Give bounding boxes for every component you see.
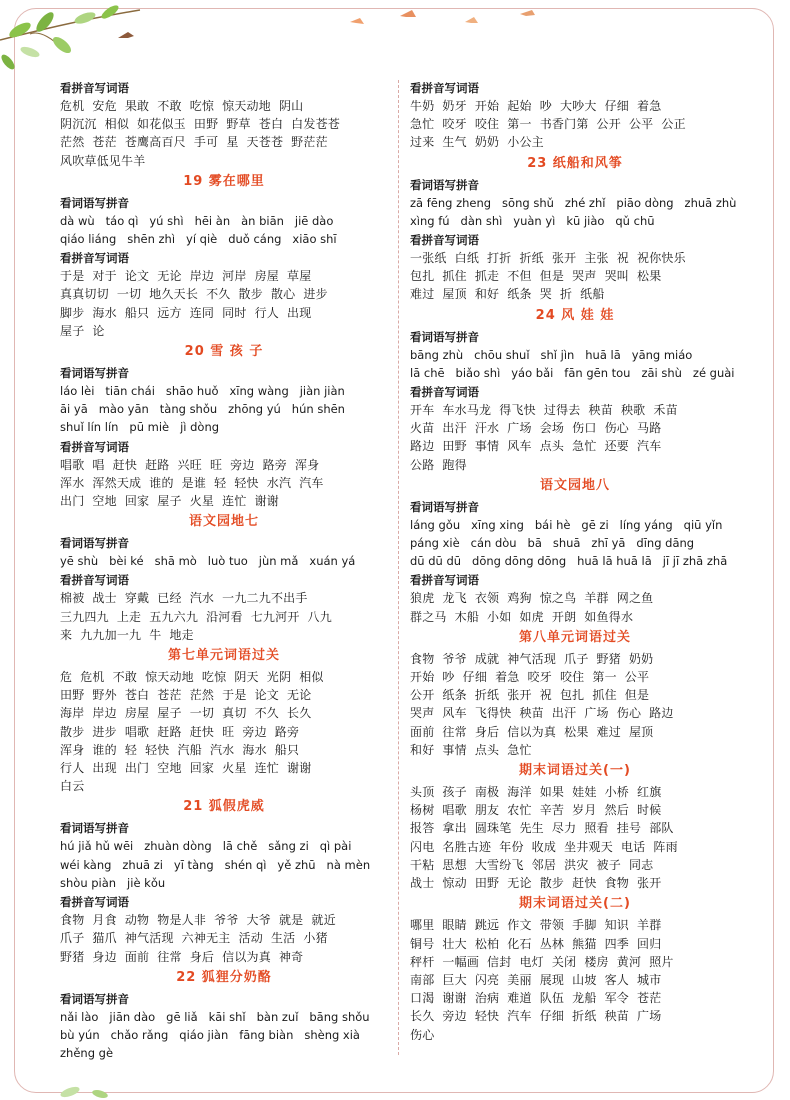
word-line: 干粘 思想 大雪纷飞 邻居 洪灾 被子 同志	[410, 857, 654, 872]
pinyin-line: zā fēng zheng sōng shǔ zhé zhǐ piāo dòng zhuā zhù	[410, 195, 737, 210]
pinyin-line: nǎi lào jiān dào gē liǎ kāi shǐ bàn zuǐ bāng shǒu	[60, 1009, 370, 1024]
pinyin-line: hú jiǎ hǔ wēi zhuàn dòng lā chě sǎng zi qì pài	[60, 839, 352, 854]
section-subheading: 看词语写拼音	[60, 991, 129, 1006]
final-review-2-title: 期末词语过关(二)	[519, 896, 631, 912]
word-line: 野猪 身边 面前 往常 身后 信以为真 神奇	[60, 949, 304, 964]
left-column	[60, 78, 388, 1062]
unit-8-review-title: 第八单元词语过关	[518, 629, 631, 645]
section-subheading: 看拼音写词语	[410, 233, 479, 248]
pinyin-line: bù yún chǎo rǎng qiáo jiàn fāng biàn shèng xià	[60, 1027, 360, 1042]
lesson-19-title: 19 雾在哪里	[183, 173, 265, 189]
word-line: 真真切切 一切 地久天长 不久 散步 散心 进步	[60, 287, 328, 302]
word-line: 浑身 谁的 轻 轻快 汽船 汽水 海水 船只	[60, 742, 300, 757]
word-line: 浑水 浑然天成 谁的 是谁 轻 轻快 水汽 汽车	[60, 475, 324, 490]
word-line: 包扎 抓住 抓走 不但 但是 哭声 哭叫 松果	[410, 269, 662, 284]
pinyin-line: xìng fú dàn shì yuàn yì kū jiào qǔ chū	[410, 213, 655, 228]
pinyin-line: qiáo liáng shēn zhì yí qiè duǒ cáng xiāo shī	[60, 232, 337, 247]
word-line: 一张纸 白纸 打折 折纸 张开 主张 祝 祝你快乐	[410, 251, 686, 266]
section-subheading: 看词语写拼音	[60, 821, 129, 836]
section-subheading: 看词语写拼音	[410, 329, 479, 344]
word-line: 风吹草低见牛羊	[60, 153, 146, 168]
word-line: 南部 巨大 闪亮 美丽 展现 山坡 客人 城市	[410, 972, 662, 987]
word-line: 口渴 谢谢 治病 难道 队伍 龙船 军令 苍茫	[410, 991, 662, 1006]
word-line: 和好 事情 点头 急忙	[410, 742, 532, 757]
pinyin-line: zhěng gè	[60, 1046, 114, 1061]
word-line: 过来 生气 奶奶 小公主	[410, 135, 544, 150]
word-line: 于是 对于 论文 无论 岸边 河岸 房屋 草屋	[60, 269, 312, 284]
section-subheading: 看拼音写词语	[60, 251, 129, 266]
lesson-21-title: 21 狐假虎威	[183, 799, 265, 815]
pinyin-line: shòu piàn jiè kǒu	[60, 875, 166, 890]
word-line: 出门 空地 回家 屋子 火星 连忙 谢谢	[60, 494, 279, 509]
word-line: 食物 月食 动物 物是人非 爷爷 大爷 就是 就近	[60, 913, 336, 928]
word-line: 棉被 战士 穿戴 已经 汽水 一九二九不出手	[60, 591, 308, 606]
section-subheading: 看拼音写词语	[60, 81, 129, 95]
section-subheading: 看词语写拼音	[60, 536, 129, 551]
word-line: 阴沉沉 相似 如花似玉 田野 野草 苍白 白发苍苍	[60, 117, 340, 132]
word-line: 散步 进步 唱歌 赶路 赶快 旺 旁边 路旁	[60, 724, 300, 739]
lesson-20-title: 20 雪 孩 子	[184, 344, 264, 360]
pinyin-line: láo lèi tiān chái shāo huǒ xīng wàng jiàn jiàn	[60, 384, 345, 399]
pinyin-line: páng xiè cán dòu bā shuā zhī yā dīng dāng	[410, 536, 695, 551]
section-subheading: 看拼音写词语	[60, 439, 129, 454]
word-line: 战士 惊动 田野 无论 散步 赶快 食物 张开	[410, 876, 662, 891]
section-subheading: 看词语写拼音	[410, 177, 479, 192]
word-line: 伤心	[410, 1027, 435, 1042]
word-line: 狼虎 龙飞 衣领 鸡狗 惊之鸟 羊群 网之鱼	[410, 591, 654, 606]
word-line: 面前 往常 身后 信以为真 松果 难过 屋顶	[410, 724, 654, 739]
section-subheading: 看词语写拼音	[60, 366, 129, 381]
word-line: 头顶 孩子 南极 海洋 如果 娃娃 小桥 红旗	[410, 785, 662, 800]
word-line: 秤杆 一幅画 信封 电灯 关闭 楼房 黄河 照片	[410, 954, 674, 969]
word-line: 脚步 海水 船只 远方 连同 同时 行人 出现	[60, 305, 312, 320]
word-line: 哪里 眼睛 跳远 作文 带领 手脚 知识 羊群	[410, 918, 662, 933]
word-line: 公开 纸条 折纸 张开 祝 包扎 抓住 但是	[410, 688, 650, 703]
word-line: 来 九九加一九 牛 地走	[60, 627, 194, 642]
section-subheading: 看拼音写词语	[60, 895, 129, 910]
word-line: 危机 安危 果敢 不敢 吃惊 惊天动地 阴山	[60, 99, 304, 113]
lesson-23-title: 23 纸船和风筝	[527, 155, 623, 171]
word-line: 长久 旁边 轻快 汽车 仔细 折纸 秧苗 广场	[410, 1009, 662, 1024]
word-line: 急忙 咬牙 咬住 第一 书香门第 公开 公平 公正	[410, 117, 686, 132]
pinyin-line: dū dū dū dōng dōng dōng huā lā huā lā jī jī zhā zhā	[410, 554, 728, 569]
lesson-24-title: 24 风 娃 娃	[535, 307, 615, 323]
word-line: 茫然 苍茫 苍鹰高百尺 手可 星 天苍苍 野茫茫	[60, 135, 328, 150]
pinyin-line: dà wù táo qì yú shì hēi àn àn biān jiē dào	[60, 213, 334, 228]
section-subheading: 看拼音写词语	[410, 385, 479, 400]
section-subheading: 看词语写拼音	[410, 499, 479, 514]
word-line: 公路 跑得	[410, 457, 467, 472]
word-line: 群之马 木船 小如 如虎 开朗 如鱼得水	[410, 609, 634, 624]
pinyin-line: wéi kàng zhuā zi yī tàng shén qì yě zhū nà mèn	[60, 857, 371, 872]
word-line: 闪电 名胜古迹 年份 收成 坐井观天 电话 阵雨	[410, 839, 678, 854]
word-line: 三九四九 上走 五九六九 沿河看 七九河开 八九	[60, 609, 332, 624]
word-line: 开车 车水马龙 得飞快 过得去 秧苗 秧歌 禾苗	[410, 403, 678, 418]
column-divider	[398, 80, 399, 1055]
pinyin-line: bāng zhù chōu shuǐ shǐ jìn huā lā yāng miáo	[410, 347, 693, 362]
word-line: 爪子 猫爪 神气活现 六神无主 活动 生活 小猪	[60, 931, 328, 946]
pinyin-line: shuǐ lín lín pū miè jì dòng	[60, 420, 220, 435]
section-subheading: 看拼音写词语	[410, 573, 479, 588]
garden-8-title: 语文园地八	[539, 477, 610, 493]
word-line: 行人 出现 出门 空地 回家 火星 连忙 谢谢	[60, 761, 312, 776]
garden-7-title: 语文园地七	[188, 514, 259, 530]
word-line: 报答 拿出 圆珠笔 先生 尽力 照看 挂号 部队	[410, 821, 674, 836]
word-line: 难过 屋顶 和好 纸条 哭 折 纸船	[410, 287, 605, 302]
word-line: 危 危机 不敢 惊天动地 吃惊 阴天 光阴 相似	[60, 670, 324, 685]
unit-7-review-title: 第七单元词语过关	[167, 648, 280, 664]
word-line: 牛奶 奶牙 开始 起始 吵 大吵大 仔细 着急	[410, 99, 662, 113]
word-line: 路边 田野 事情 风车 点头 急忙 还要 汽车	[410, 439, 662, 454]
word-line: 哭声 风车 飞得快 秧苗 出汗 广场 伤心 路边	[410, 706, 674, 721]
section-subheading: 看拼音写词语	[60, 573, 129, 588]
right-column	[410, 78, 740, 1044]
word-line: 铜号 壮大 松柏 化石 丛林 熊猫 四季 回归	[410, 936, 662, 951]
word-line: 杨树 唱歌 朋友 农忙 辛苦 岁月 然后 时候	[410, 803, 662, 818]
word-line: 屋子 论	[60, 323, 105, 338]
word-line: 开始 吵 仔细 着急 咬牙 咬住 第一 公平	[410, 670, 650, 685]
word-line: 唱歌 唱 赶快 赶路 兴旺 旺 旁边 路旁 浑身	[60, 457, 320, 472]
word-line: 白云	[60, 779, 85, 794]
final-review-1-title: 期末词语过关(一)	[519, 763, 631, 779]
lesson-22-title: 22 狐狸分奶酪	[176, 969, 272, 985]
word-line: 食物 爷爷 成就 神气活现 爪子 野猪 奶奶	[410, 651, 654, 666]
word-line: 田野 野外 苍白 苍茫 茫然 于是 论文 无论	[60, 688, 312, 703]
pinyin-line: āi yā mào yān tàng shǒu zhōng yú hún shēn	[60, 402, 345, 417]
section-subheading: 看拼音写词语	[410, 81, 479, 95]
section-subheading: 看词语写拼音	[60, 195, 129, 210]
pinyin-line: láng gǒu xīng xing bái hè gē zi líng yáng qiū yǐn	[410, 517, 723, 532]
pinyin-line: yē shù bèi ké shā mò luò tuo jùn mǎ xuán yá	[60, 554, 356, 569]
word-line: 海岸 岸边 房屋 屋子 一切 真切 不久 长久	[60, 706, 312, 721]
pinyin-line: lā chē biǎo shì yáo bǎi fān gēn tou zāi shù zé guài	[410, 365, 735, 380]
word-line: 火苗 出汗 汗水 广场 会场 伤口 伤心 马路	[410, 421, 662, 436]
